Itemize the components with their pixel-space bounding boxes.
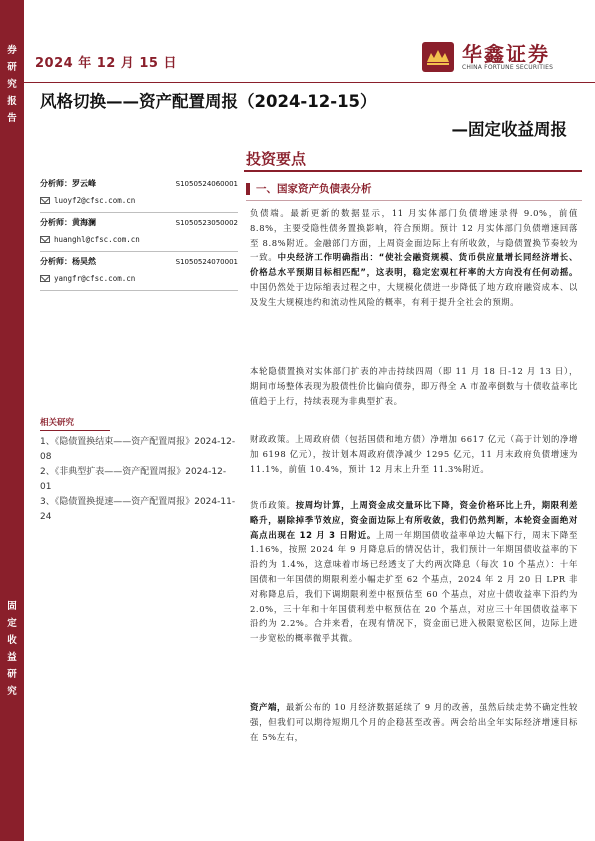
analyst-card [40,252,238,291]
analyst-name: 分析师：杨昊然 [40,257,96,266]
paragraph-debt-swap: 本轮隐债置换对实体部门扩表的冲击持续四周（即 11 月 18 日-12 月 13 日），期间市场整体表现为股债性价比偏向债券，即万得全 A 市盈率倒数与十债收益率比值趋于上行，持续表现为非典型扩表。 [250,366,578,406]
paragraph-asset-side: 资产端，最新公布的 10 月经济数据延续了 9 月的改善，虽然后续走势不确定性较强，但我们可以期待短期几个月的企稳甚至改善。两会给出全年实际经济增速目标在 5%左右， [250,702,578,742]
analyst-certificate: S1050524060001 [175,180,238,188]
analyst-name: 分析师：罗云峰 [40,179,96,188]
company-logo [422,40,582,74]
analyst-email[interactable]: huanghl@cfsc.com.cn [54,235,140,244]
header-divider [24,82,595,83]
analyst-card [40,213,238,252]
mail-icon [40,197,50,204]
report-subtitle: —固定收益周报 [451,120,567,139]
analyst-email[interactable]: luoyf2@cfsc.com.cn [54,196,136,205]
analyst-name: 分析师：黄海澜 [40,218,96,227]
related-research-item[interactable]: 3、《隐债置换提速——资产配置周报》2024-11-24 [40,497,236,522]
report-title: 风格切换——资产配置周报（2024-12-15） [40,92,377,111]
related-research-item[interactable]: 1、《隐债置换结束——资产配置周报》2024-12-08 [40,437,236,462]
analyst-card [40,174,238,213]
key-points-heading: 投资要点 [246,150,307,168]
band-label-report-type: 券 研 究 报 告 [7,45,17,124]
paragraph-monetary-policy: 货币政策。按周均计算，上周资金成交量环比下降，资金价格环比上升，期限利差略升，剔除掉季节效应，资金面边际上有所收敛，我们仍然判断，本轮资金面绝对高点出现在 12 月 3 日附近。上周一年期国债收益率单边大幅下行，周末下降至 1.16%，按照 2024 年 9 月降息后的情况估计，我们预计一年期国债收益率的下沿约为 1.4%，这意味着市场已经透支了大约两次降息（每次 10 个基点）：十年国债和一年国债的期限利差小幅走扩至 62 个基点，2024 年 2 月 20 日 LPR 非对称降息后，我们下调期限利差中枢预估至 60 个基点，对应十债收益率下沿约为 2.0%，三十年和十年国债利差中枢预估在 20 个基点，对应三十年国债收益率下沿约为 2.2%。合并来看，在现有情况下，资金面已进入极限宽松区间，边际上进一步宽松的概率微乎其微。 [250,500,578,644]
band-label-category: 固 定 收 益 研 究 [7,601,17,697]
logo-chinese-name: 华鑫证券 [462,42,550,66]
mail-icon [40,236,50,243]
mail-icon [40,275,50,282]
paragraph-liability: 负债端。最新更新的数据显示，11 月实体部门负债增速录得 9.0%，前值 8.8%，主要受隐性债务置换影响，符合预期。预计 12 月实体部门负债增速回落至 8.8%附近。金融部门方面，上周资金面边际上有所收敛，与隐债置换节奏较为一致。中央经济工作明确指出：“使社会融资规模、货币供应量增长同经济增长、价格总水平预期目标相匹配”，这表明，稳定宏观杠杆率的大方向没有任何动摇。中国仍然处于边际缩表过程之中，大规模化债进一步降低了地方政府融资成本、以及发生大规模违约和流动性风险的概率，有利于提升全社会的预期。 [250,208,578,307]
related-research-list [40,435,236,524]
logo-mark-icon [422,42,454,72]
report-date: 2024 年 12 月 15 日 [35,56,177,71]
section-marker [246,183,250,195]
logo-english-name: CHINA FORTUNE SECURITIES [462,64,554,71]
analyst-email[interactable]: yangfr@cfsc.com.cn [54,274,136,283]
section-title: 一、国家资产负债表分析 [246,181,372,196]
key-points-divider [244,170,582,172]
analyst-list [40,174,238,291]
section-divider [246,200,582,201]
related-research-title: 相关研究 [40,416,110,431]
analyst-certificate: S1050524070001 [175,258,238,266]
related-research-item[interactable]: 2、《非典型扩表——资产配置周报》2024-12-01 [40,467,227,492]
paragraph-fiscal-policy: 财政政策。上周政府债（包括国债和地方债）净增加 6617 亿元（高于计划的净增加 6198 亿元），按计划本周政府债净减少 1295 亿元，11 月末政府负债增速为 11.1%，前值 10.4%，预计 12 月末上升至 11.3%附近。 [250,434,578,474]
related-research [40,416,236,525]
analyst-certificate: S1050523050002 [175,219,238,227]
